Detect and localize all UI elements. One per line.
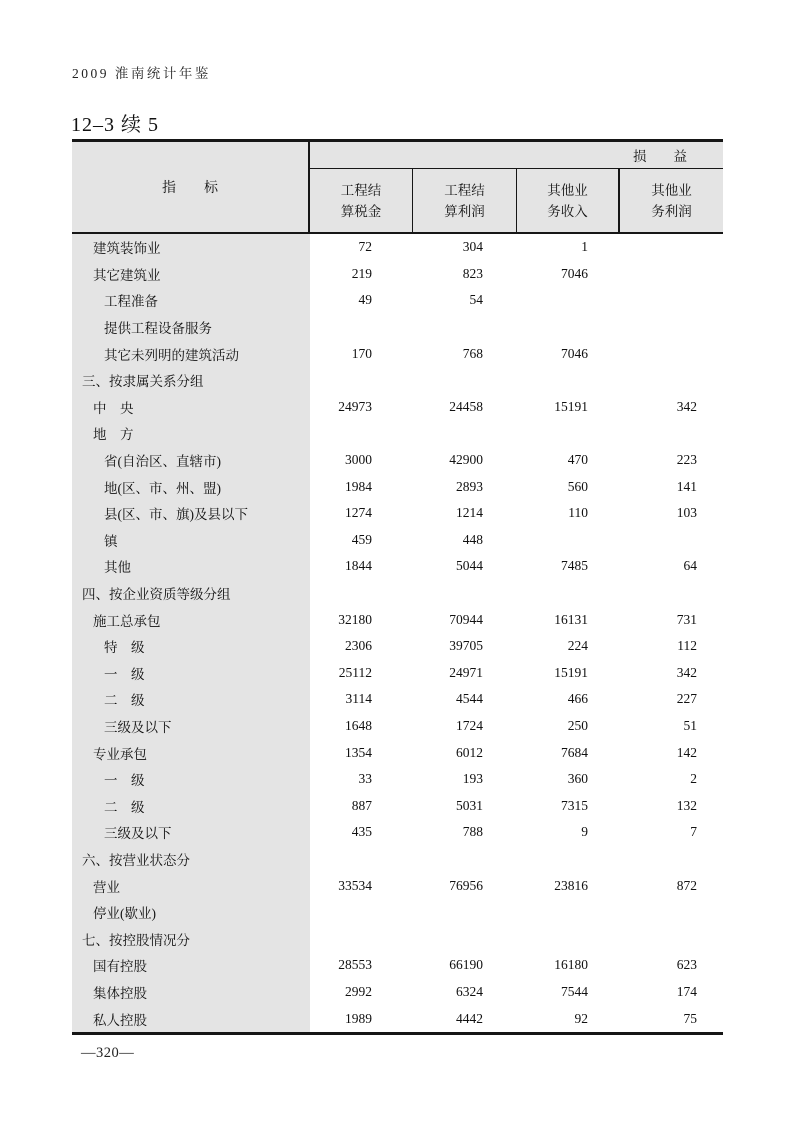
- table-row: [72, 527, 723, 554]
- cell-value: 66190: [449, 957, 483, 973]
- cell-value: 64: [683, 558, 697, 574]
- table-row: [72, 686, 723, 713]
- cell-value: 2992: [345, 983, 372, 999]
- cell-value: [413, 846, 517, 873]
- cell-value: [517, 314, 620, 341]
- cell-value: 466: [567, 691, 588, 707]
- cell-value: [620, 287, 723, 314]
- indicator-header-cell: 指 标: [72, 142, 310, 232]
- row-label: 建筑装饰业: [72, 234, 310, 261]
- cell-value: [413, 367, 517, 394]
- table-row: [72, 660, 723, 687]
- column-header-line: 务收入: [547, 203, 588, 219]
- row-label: 四、按企业资质等级分组: [72, 580, 310, 607]
- cell-value: 5031: [456, 797, 483, 813]
- table-body: [72, 234, 723, 1035]
- table-title: 12–3 续 5: [71, 114, 159, 136]
- cell-value: 15191: [554, 664, 588, 680]
- cell-value: 7046: [561, 265, 588, 281]
- cell-value: 174: [676, 983, 697, 999]
- cell-value: 25112: [338, 664, 372, 680]
- table-row: [72, 846, 723, 873]
- cell-value: [413, 420, 517, 447]
- row-label: 县(区、市、旗)及县以下: [72, 500, 310, 527]
- row-label: 特 级: [72, 633, 310, 660]
- row-label: 三级及以下: [72, 713, 310, 740]
- cell-value: [517, 580, 620, 607]
- row-label: 专业承包: [72, 739, 310, 766]
- cell-value: [620, 420, 723, 447]
- table-row: [72, 473, 723, 500]
- row-label: 二 级: [72, 686, 310, 713]
- cell-value: [620, 925, 723, 952]
- cell-value: 250: [567, 717, 588, 733]
- table-row: [72, 792, 723, 819]
- table-row: [72, 553, 723, 580]
- cell-value: 887: [351, 797, 372, 813]
- cell-value: 2: [690, 771, 697, 787]
- page-number: —320—: [81, 1045, 135, 1061]
- cell-value: 7315: [561, 797, 588, 813]
- cell-value: 360: [567, 771, 588, 787]
- cell-value: 2306: [345, 638, 372, 654]
- row-label: 其它建筑业: [72, 261, 310, 288]
- row-label: 一 级: [72, 766, 310, 793]
- cell-value: [517, 420, 620, 447]
- column-header-project-settlement-tax: [310, 169, 413, 232]
- cell-value: 448: [462, 531, 483, 547]
- cell-value: 3114: [345, 691, 372, 707]
- cell-value: 112: [677, 638, 697, 654]
- table-row: [72, 367, 723, 394]
- cell-value: 219: [351, 265, 372, 281]
- cell-value: 193: [462, 771, 483, 787]
- cell-value: 3000: [345, 452, 372, 468]
- cell-value: 1648: [345, 717, 372, 733]
- table-header: [72, 139, 723, 234]
- table-row: [72, 420, 723, 447]
- cell-value: 2893: [456, 478, 483, 494]
- cell-value: [517, 367, 620, 394]
- cell-value: 33: [358, 771, 372, 787]
- cell-value: 560: [567, 478, 588, 494]
- cell-value: 7046: [561, 345, 588, 361]
- cell-value: [517, 846, 620, 873]
- cell-value: 768: [462, 345, 483, 361]
- cell-value: 1354: [345, 744, 372, 760]
- column-header-line: 算税金: [340, 203, 382, 219]
- cell-value: [413, 899, 517, 926]
- cell-value: 15191: [554, 398, 588, 414]
- cell-value: 1214: [456, 505, 483, 521]
- table-row: [72, 713, 723, 740]
- table-row: [72, 819, 723, 846]
- cell-value: 33534: [338, 877, 372, 893]
- cell-value: 223: [676, 452, 697, 468]
- row-label: 二 级: [72, 792, 310, 819]
- cell-value: 28553: [338, 957, 372, 973]
- cell-value: [517, 287, 620, 314]
- table-header-right: [310, 142, 723, 232]
- table-row: [72, 739, 723, 766]
- table-row: [72, 952, 723, 979]
- cell-value: 459: [351, 531, 372, 547]
- cell-value: [517, 527, 620, 554]
- cell-value: 141: [676, 478, 697, 494]
- cell-value: 1989: [345, 1010, 372, 1026]
- table-row: [72, 979, 723, 1006]
- cell-value: [620, 314, 723, 341]
- cell-value: 4544: [456, 691, 483, 707]
- cell-value: 5044: [456, 558, 483, 574]
- row-label: 国有控股: [72, 952, 310, 979]
- cell-value: [310, 925, 413, 952]
- row-label: 停业(歇业): [72, 899, 310, 926]
- cell-value: [310, 580, 413, 607]
- table-row: [72, 899, 723, 926]
- table-row: [72, 394, 723, 421]
- table-row: [72, 580, 723, 607]
- cell-value: 872: [676, 877, 697, 893]
- row-label: 地(区、市、州、盟): [72, 473, 310, 500]
- cell-value: 6012: [456, 744, 483, 760]
- cell-value: 49: [358, 292, 372, 308]
- cell-value: 76956: [449, 877, 483, 893]
- cell-value: 1724: [456, 717, 483, 733]
- column-header-project-settlement-profit: [413, 169, 517, 232]
- row-label: 营业: [72, 872, 310, 899]
- cell-value: 342: [676, 664, 697, 680]
- cell-value: 16180: [554, 957, 588, 973]
- cell-value: 304: [462, 239, 483, 255]
- cell-value: [620, 261, 723, 288]
- cell-value: 1984: [345, 478, 372, 494]
- cell-value: 24458: [449, 398, 483, 414]
- column-header-line: 务利润: [651, 203, 692, 219]
- cell-value: [310, 314, 413, 341]
- cell-value: [517, 925, 620, 952]
- cell-value: 1: [581, 239, 588, 255]
- cell-value: 470: [567, 452, 588, 468]
- table-row: [72, 633, 723, 660]
- table-row: [72, 500, 723, 527]
- cell-value: [413, 314, 517, 341]
- statistics-table: [72, 139, 723, 1035]
- cell-value: 42900: [449, 452, 483, 468]
- cell-value: 1274: [345, 505, 372, 521]
- table-row: [72, 314, 723, 341]
- cell-value: [620, 580, 723, 607]
- cell-value: [620, 234, 723, 261]
- cell-value: 7: [690, 824, 697, 840]
- cell-value: [517, 899, 620, 926]
- cell-value: 110: [568, 505, 588, 521]
- row-label: 工程准备: [72, 287, 310, 314]
- table-row: [72, 606, 723, 633]
- cell-value: 1844: [345, 558, 372, 574]
- cell-value: [310, 420, 413, 447]
- cell-value: 142: [676, 744, 697, 760]
- cell-value: 70944: [449, 611, 483, 627]
- cell-value: 24973: [338, 398, 372, 414]
- cell-value: 7544: [561, 983, 588, 999]
- cell-value: 72: [358, 239, 372, 255]
- cell-value: 9: [581, 824, 588, 840]
- cell-value: 54: [469, 292, 483, 308]
- row-label: 七、按控股情况分: [72, 925, 310, 952]
- column-header-line: 算利润: [444, 203, 485, 219]
- row-label: 其他: [72, 553, 310, 580]
- cell-value: 92: [574, 1010, 588, 1026]
- cell-value: [310, 846, 413, 873]
- cell-value: [620, 899, 723, 926]
- cell-value: 7684: [561, 744, 588, 760]
- table-row: [72, 287, 723, 314]
- row-label: 集体控股: [72, 979, 310, 1006]
- row-label: 提供工程设备服务: [72, 314, 310, 341]
- cell-value: [310, 899, 413, 926]
- cell-value: 7485: [561, 558, 588, 574]
- cell-value: 227: [676, 691, 697, 707]
- row-label: 三、按隶属关系分组: [72, 367, 310, 394]
- column-header-line: 其他业: [651, 182, 692, 198]
- row-label: 其它未列明的建筑活动: [72, 340, 310, 367]
- column-header-line: 工程结: [340, 182, 382, 198]
- column-header-other-business-income: [517, 169, 620, 232]
- table-row: [72, 261, 723, 288]
- cell-value: 435: [351, 824, 372, 840]
- row-label: 三级及以下: [72, 819, 310, 846]
- column-header-line: 工程结: [444, 182, 485, 198]
- profit-loss-span-header: 损 益: [310, 142, 723, 169]
- table-row: [72, 1005, 723, 1032]
- row-label: 一 级: [72, 660, 310, 687]
- cell-value: 16131: [554, 611, 588, 627]
- cell-value: 4442: [456, 1010, 483, 1026]
- cell-value: 731: [676, 611, 697, 627]
- cell-value: 170: [351, 345, 372, 361]
- row-label: 省(自治区、直辖市): [72, 447, 310, 474]
- table-row: [72, 340, 723, 367]
- row-label: 施工总承包: [72, 606, 310, 633]
- cell-value: [310, 367, 413, 394]
- column-header-line: 其他业: [547, 182, 588, 198]
- cell-value: 103: [676, 505, 697, 521]
- cell-value: 623: [676, 957, 697, 973]
- row-label: 中 央: [72, 394, 310, 421]
- cell-value: [620, 367, 723, 394]
- table-row: [72, 872, 723, 899]
- cell-value: 39705: [449, 638, 483, 654]
- document-header: 2009 淮南统计年鉴: [72, 66, 211, 81]
- cell-value: 75: [683, 1010, 697, 1026]
- table-row: [72, 766, 723, 793]
- row-label: 镇: [72, 527, 310, 554]
- cell-value: 224: [567, 638, 588, 654]
- table-row: [72, 447, 723, 474]
- cell-value: 6324: [456, 983, 483, 999]
- row-label: 地 方: [72, 420, 310, 447]
- cell-value: [413, 925, 517, 952]
- column-header-other-business-profit: [620, 169, 723, 232]
- cell-value: [413, 580, 517, 607]
- cell-value: 823: [462, 265, 483, 281]
- table-row: [72, 925, 723, 952]
- cell-value: 51: [683, 717, 697, 733]
- cell-value: 132: [676, 797, 697, 813]
- cell-value: 788: [462, 824, 483, 840]
- cell-value: 24971: [449, 664, 483, 680]
- table-row: [72, 234, 723, 261]
- row-label: 六、按营业状态分: [72, 846, 310, 873]
- cell-value: 342: [676, 398, 697, 414]
- column-header-row: [310, 169, 723, 232]
- row-label: 私人控股: [72, 1005, 310, 1032]
- cell-value: [620, 340, 723, 367]
- cell-value: 32180: [338, 611, 372, 627]
- cell-value: 23816: [554, 877, 588, 893]
- cell-value: [620, 846, 723, 873]
- cell-value: [620, 527, 723, 554]
